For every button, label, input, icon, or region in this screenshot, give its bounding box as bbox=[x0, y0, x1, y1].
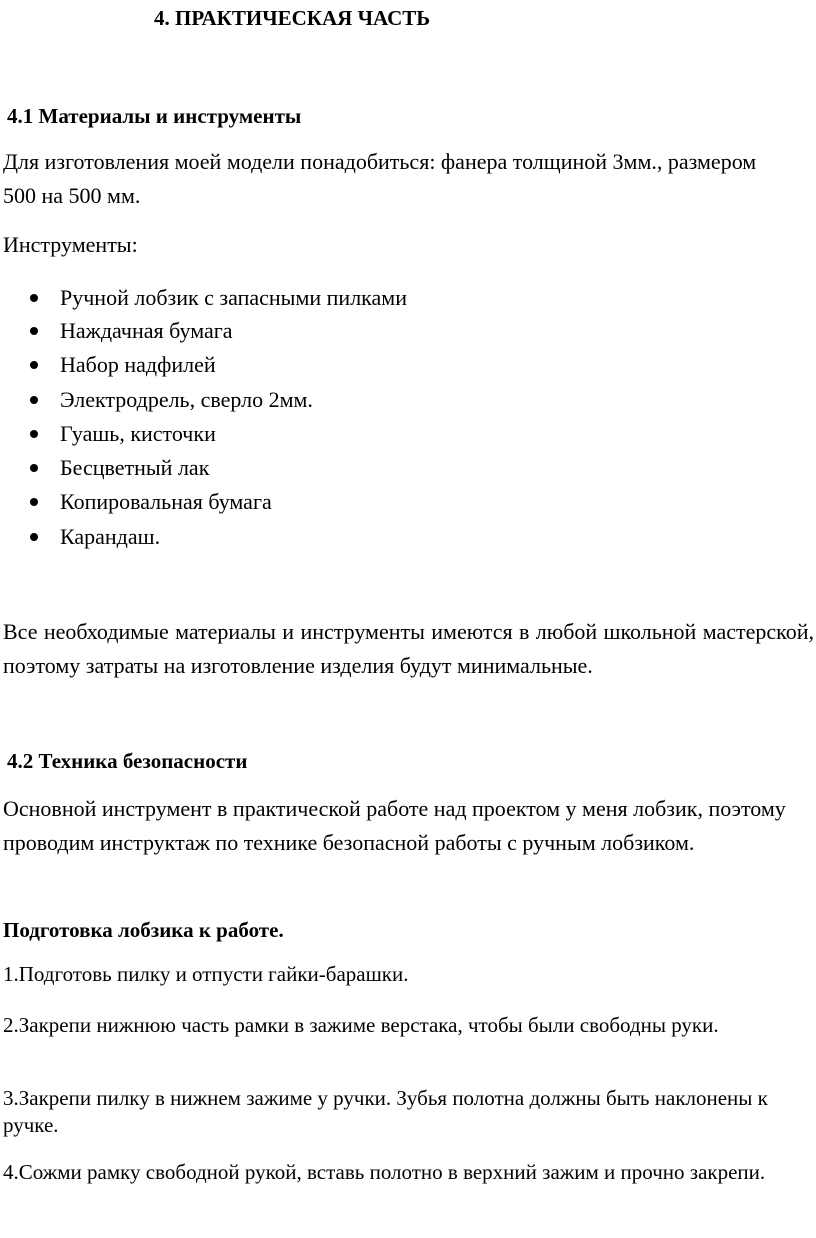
step-item: 4.Сожми рамку свободной рукой, вставь полотно в верхний зажим и прочно закрепи. bbox=[3, 1160, 766, 1184]
list-item: Ручной лобзик с запасными пилками bbox=[30, 285, 407, 311]
bullet-icon bbox=[30, 464, 38, 472]
safety-intro: Основной инструмент в практической работе над проектом у меня лобзик, поэтому проводим инструктаж по технике безопасной работы с ручным лобзиком. bbox=[3, 796, 786, 855]
prep-heading: Подготовка лобзика к работе. bbox=[3, 918, 284, 942]
list-item: Карандаш. bbox=[30, 524, 160, 550]
bullet-icon bbox=[30, 533, 38, 541]
subsection-heading-materials: 4.1 Материалы и инструменты bbox=[7, 104, 302, 128]
bullet-icon bbox=[30, 361, 38, 369]
bullet-icon bbox=[30, 498, 38, 506]
list-item: Копировальная бумага bbox=[30, 489, 272, 515]
bullet-icon bbox=[30, 396, 38, 404]
subsection-heading-safety: 4.2 Техника безопасности bbox=[7, 749, 248, 773]
section-title: 4. ПРАКТИЧЕСКАЯ ЧАСТЬ bbox=[154, 6, 431, 30]
materials-intro: Для изготовления моей модели понадобиться: фанера толщиной 3мм., размером 500 на 500 мм. bbox=[3, 149, 757, 208]
bullet-icon bbox=[30, 327, 38, 335]
step-item: 2.Закрепи нижнюю часть рамки в зажиме верстака, чтобы были свободны руки. bbox=[3, 1013, 719, 1037]
list-item: Гуашь, кисточки bbox=[30, 421, 216, 447]
list-item: Бесцветный лак bbox=[30, 455, 209, 481]
step-item: 3.Закрепи пилку в нижнем зажиме у ручки. Зубья полотна должны быть наклонены к ручке. bbox=[3, 1086, 768, 1137]
bullet-icon bbox=[30, 294, 38, 302]
list-item: Наждачная бумага bbox=[30, 318, 233, 344]
step-item: 1.Подготовь пилку и отпусти гайки-барашки. bbox=[3, 962, 409, 986]
bullet-icon bbox=[30, 430, 38, 438]
tools-label: Инструменты: bbox=[3, 232, 138, 257]
list-item: Набор надфилей bbox=[30, 352, 216, 378]
list-item: Электродрель, сверло 2мм. bbox=[30, 387, 313, 413]
materials-summary: Все необходимые материалы и инструменты имеются в любой школьной мастерской, поэтому затраты на изготовление изделия будут минимальные. bbox=[3, 619, 814, 678]
